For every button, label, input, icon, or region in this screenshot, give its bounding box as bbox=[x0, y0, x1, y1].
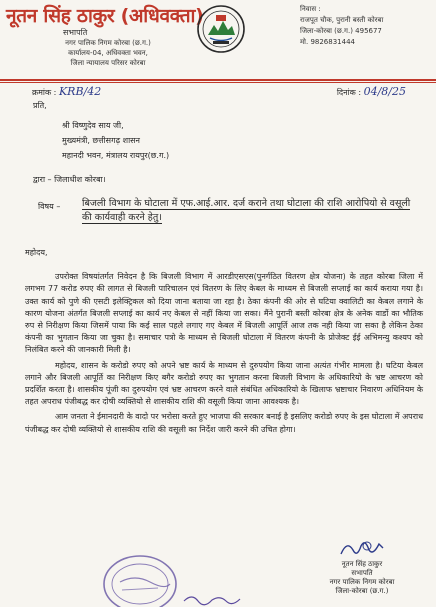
to-label: प्रति, bbox=[33, 101, 47, 110]
office-stamp-icon bbox=[100, 552, 192, 607]
sender-name: नूतन सिंह ठाकुर (अधिवक्ता) bbox=[6, 5, 204, 27]
letter-body bbox=[25, 247, 423, 436]
sender-designation: सभापति bbox=[63, 28, 88, 37]
signature-block: नूतन सिंह ठाकुर सभापति नगर पालिक निगम कोरबा जिला-कोरबा (छ.ग.) bbox=[312, 536, 412, 596]
through-line: द्वारा – जिलाधीश कोरबा। bbox=[33, 175, 106, 184]
handwritten-note-icon bbox=[182, 591, 242, 607]
salutation: महोदय, bbox=[25, 248, 48, 257]
letter-date: दिनांक : 04/8/25 bbox=[336, 85, 406, 98]
office-address: नगर पालिक निगम कोरबा (छ.ग.) कार्यालय-04, अधिवक्ता भवन, जिला न्यायालय परिसर कोरबा bbox=[65, 39, 151, 67]
reference-number: क्रमांक : KRB/42 bbox=[32, 85, 102, 98]
signatory-name: नूतन सिंह ठाकुर bbox=[341, 560, 383, 568]
subject-label: विषय – bbox=[38, 202, 61, 211]
letterhead bbox=[0, 0, 436, 78]
body-paragraph: आम जनता ने ईमानदारी के वादो पर भरोसा करते हुए भाजपा की सरकार बनाई है इसलिए करोडो रुपए के इस घोटाला में अपराध पंजीबद्ध कर दोषी व्यक्तियो से शासकीय राशि की वसूली का निर्देश जारी करने की उचित होगा। bbox=[25, 412, 423, 434]
municipal-emblem-icon bbox=[196, 3, 246, 55]
subject-text: बिजली विभाग के घोटाला में एफ.आई.आर. दर्ज कराने तथा घोटाला की राशि आरोपियो से वसूली की कार्यवाही करने हेतु। bbox=[82, 198, 411, 223]
signature-icon bbox=[337, 536, 387, 560]
letterhead-divider-thin bbox=[0, 82, 436, 83]
letterhead-divider bbox=[0, 79, 436, 81]
signatory-designation: सभापति bbox=[351, 569, 373, 577]
reference-value: KRB/42 bbox=[58, 85, 102, 98]
body-paragraph: उपरोक्त विषयांतर्गत निवेदन है कि बिजली विभाग में आरडीएसएस(पुनर्गठित वितरण क्षेत्र योजना) के तहत कोरबा जिला में लगभग 77 करोड रुपए की लागत से बिजली पारिचालन एवं वितरण के लिए केबल के माध्यम से बिजली सप्लाई का कार्य कराया गया है। उक्त कार्य को पुणे की एसटी इलेक्ट्रिकल को दिया जाना बताया जा रहा है। ठेका कंपनी की ओर से घटिया क्वालिटी का केबल लगाने के कारण योजना अंतर्गत बिजली सप्लाई का कार्य नए केबल से नहीं किया जा सका। मैंने पुरानी बस्ती कोरबा क्षेत्र के अनेक वार्डो का भौतिक रुप से निरीक्षण किया जिसमें पाया कि कई साल पहले लगाए गए केबल में बिजली आपूर्ति आज तक नही किया जा सका है लेकिन ठेका कंपनी का भुगतान किया जा चुका है। समाचार पत्रो के माध्यम से बिजली घोटाला में वितरण कंपनी के प्रोजेक्ट ईई अभिमन्यु कश्यप को निलंबित करने की जानकारी मिली है। bbox=[25, 272, 423, 355]
date-value: 04/8/25 bbox=[363, 85, 406, 98]
residence-address: निवास : राजपूत चौक, पुरानी बस्ती कोरबा जिला-कोरबा (छ.ग.) 495677 मो. 9826831444 bbox=[300, 5, 384, 46]
body-paragraph: महोदय, शासन के करोडो रुपए को अपने भ्रष्ट कार्य के माध्यम से दुरुपयोग किया जाना अत्यंत गंभीर मामला है। घटिया केबल लगाने और बिजली आपूर्ति का निरीक्षण किए बगैर करोडो रुपए का भुगतान करना बिजली विभाग के अधिकारियो के भ्रष्ट आचरण को प्रदर्शित करता है। शासकीय पूंजी का दुरुपयोग एवं भ्रष्ट आचरण करने वाले संबंधित अधिकारियो के खिलाफ भ्रष्टाचार निवारण अधिनियम के तहत अपराध पंजीबद्ध कर दोषी व्यक्तियो से शासकीय राशि की वसूली किया जाना आवश्यक है। bbox=[25, 360, 423, 407]
recipient-address: श्री विष्णुदेव साय जी, मुख्यमंत्री, छत्तीसगढ़ शासन महानदी भवन, मंत्रालय रायपुर(छ.ग.) bbox=[62, 121, 170, 160]
